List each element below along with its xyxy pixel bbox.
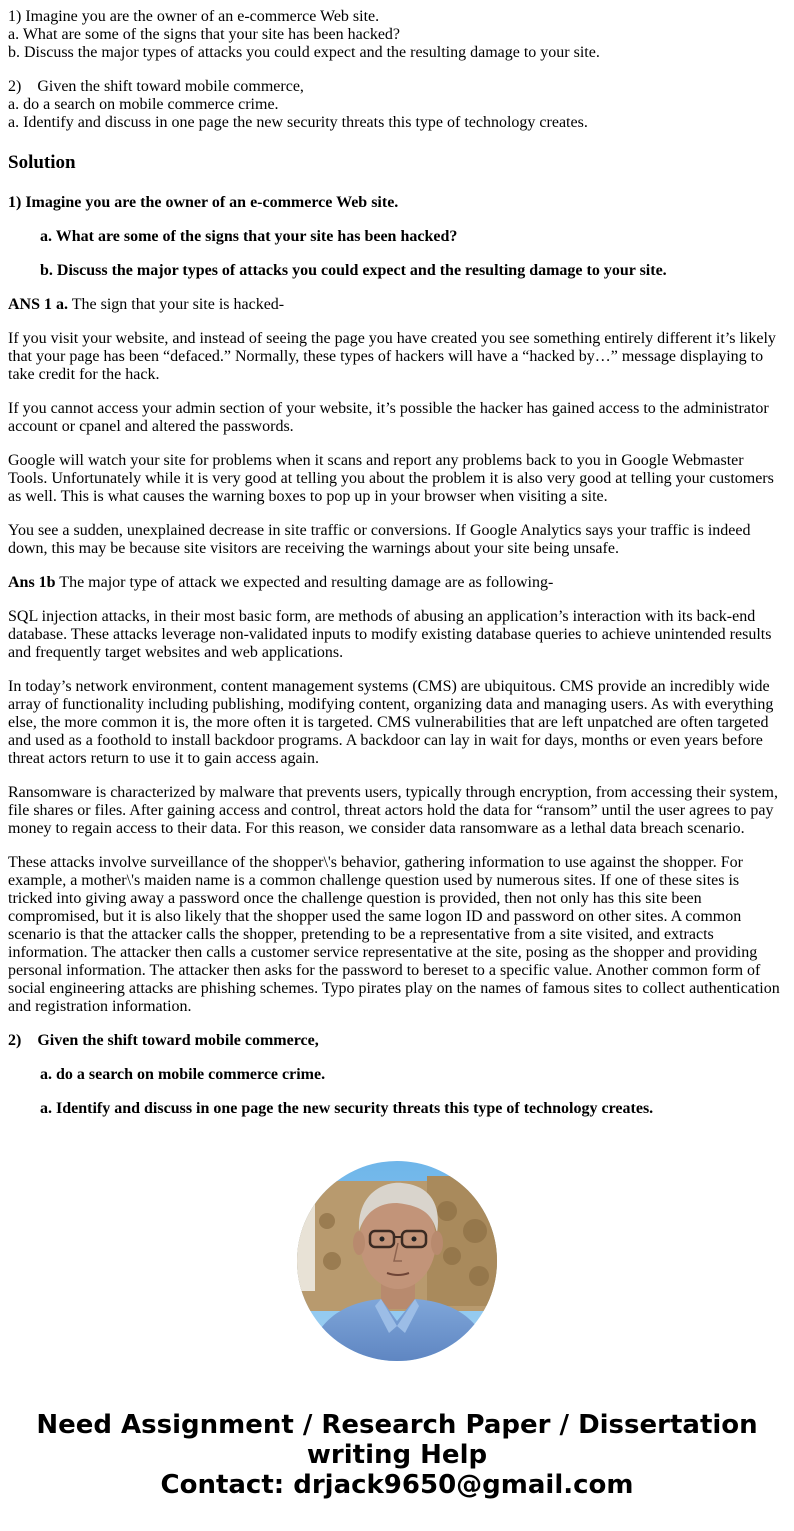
answer-1b-paragraph: SQL injection attacks, in their most basic form, are methods of abusing an application’s interaction with its back-end database. These attacks leverage non-validated inputs to modify existing database queries to achieve unintended results and frequently target websites and web applications. bbox=[8, 608, 772, 661]
answer-1b-paragraph: In today’s network environment, content management systems (CMS) are ubiquitous. CMS provide an incredibly wide array of functionality including publishing, modifying content, organizing data and managing users. As with everything else, the more common it is, the more often it is targeted. CMS vulnerabilities that are left unpatched are often targeted and used as a foothold to install backdoor programs. A backdoor can lay in wait for days, months or even years before threat actors return to use it to gain access again. bbox=[8, 678, 774, 767]
author-photo bbox=[297, 1161, 497, 1361]
solution-question-1: 1) Imagine you are the owner of an e-commerce Web site. bbox=[8, 194, 399, 211]
answer-1b-intro bbox=[8, 574, 786, 592]
answer-1a-paragraph: Google will watch your site for problems when it scans and report any problems back to you in Google Webmaster Tools. Unfortunately while it is very good at telling you about the problem it is also very good at telling your customers as well. This is what causes the warning boxes to pop up in your browser when visiting a site. bbox=[8, 452, 774, 505]
solution-question-1b: b. Discuss the major types of attacks you could expect and the resulting damage to your site. bbox=[40, 262, 667, 279]
answer-1b-paragraph: Ransomware is characterized by malware that prevents users, typically through encryption, from accessing their system, file shares or files. After gaining access and control, threat actors hold the data for “ransom” until the user agrees to pay money to regain access to their data. For this reason, we consider data ransomware as a lethal data breach scenario. bbox=[8, 784, 778, 837]
answer-1a-paragraph: If you visit your website, and instead of seeing the page you have created you see something entirely different it’s likely that your page has been “defaced.” Normally, these types of hackers will have a “hacked by…” message displaying to take credit for the hack. bbox=[8, 330, 776, 383]
answer-1b-paragraph: These attacks involve surveillance of the shopper\'s behavior, gathering information to use against the shopper. For example, a mother\'s maiden name is a common challenge question used by numerous sites. If one of these sites is tricked into giving away a password once the challenge question is provided, then not only has this site been compromised, but it is also likely that the shopper used the same logon ID and password on other sites. A common scenario is that the attacker calls the shopper, pretending to be a representative from a site visited, and extracts information. The attacker then calls a customer service representative at the site, posing as the shopper and providing personal information. The attacker then asks for the password to bereset to a specific value. Another common form of social engineering attacks are phishing schemes. Typo pirates play on the names of famous sites to collect authentication and registration information. bbox=[8, 854, 780, 1015]
footer-line-1: Need Assignment / Research Paper / Dissertation bbox=[36, 1410, 758, 1440]
solution-question-2b: a. Identify and discuss in one page the new security threats this type of technology creates. bbox=[40, 1100, 654, 1117]
footer-contact: Contact: drjack9650@gmail.com bbox=[160, 1470, 634, 1500]
footer-line-2: writing Help bbox=[306, 1440, 488, 1470]
question-1b: b. Discuss the major types of attacks you could expect and the resulting damage to your site. bbox=[8, 44, 600, 61]
question-block-2 bbox=[8, 78, 786, 132]
question-1: 1) Imagine you are the owner of an e-commerce Web site. bbox=[8, 8, 380, 25]
answer-1b-label: Ans 1b bbox=[8, 574, 56, 591]
question-2: 2) Given the shift toward mobile commerce, bbox=[8, 78, 304, 95]
answer-1a-text: The sign that your site is hacked- bbox=[68, 296, 285, 313]
answer-1a-label: ANS 1 a. bbox=[8, 296, 69, 313]
solution-heading: Solution bbox=[8, 152, 76, 173]
answer-1b-text: The major type of attack we expected and resulting damage are as following- bbox=[55, 574, 554, 591]
solution-question-1a: a. What are some of the signs that your site has been hacked? bbox=[40, 228, 458, 245]
document bbox=[0, 8, 794, 1118]
promo-footer bbox=[0, 1410, 794, 1500]
question-1a: a. What are some of the signs that your site has been hacked? bbox=[8, 26, 401, 43]
question-2b: a. Identify and discuss in one page the new security threats this type of technology creates. bbox=[8, 114, 588, 131]
solution-question-2: 2) Given the shift toward mobile commerce, bbox=[8, 1032, 319, 1049]
portrait-image bbox=[297, 1161, 497, 1361]
answer-1a-paragraph: If you cannot access your admin section of your website, it’s possible the hacker has gained access to the administrator account or cpanel and altered the passwords. bbox=[8, 400, 769, 435]
question-2a: a. do a search on mobile commerce crime. bbox=[8, 96, 279, 113]
question-block-1 bbox=[8, 8, 786, 62]
solution-question-2a: a. do a search on mobile commerce crime. bbox=[40, 1066, 326, 1083]
answer-1a-intro bbox=[8, 296, 786, 314]
answer-1a-paragraph: You see a sudden, unexplained decrease in site traffic or conversions. If Google Analytics says your traffic is indeed down, this may be because site visitors are receiving the warnings about your site being unsafe. bbox=[8, 522, 751, 557]
